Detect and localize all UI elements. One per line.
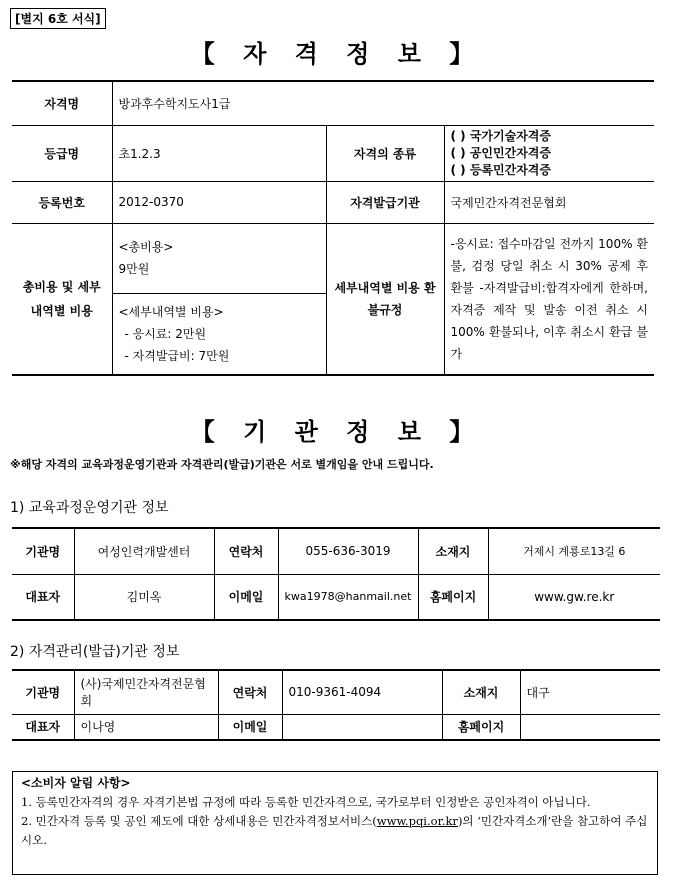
grade-value: 초1.2.3 bbox=[112, 125, 326, 181]
mgmt-contact-value: 010-9361-4094 bbox=[282, 670, 442, 714]
edu-email-value: kwa1978@hanmail.net bbox=[278, 574, 418, 620]
mgmt-contact-label: 연락처 bbox=[218, 670, 282, 714]
grade-label: 등급명 bbox=[12, 125, 112, 181]
mgmt-rep-value: 이나영 bbox=[74, 714, 218, 740]
edu-homepage-value: www.gw.re.kr bbox=[488, 574, 660, 620]
form-label: [별지 6호 서식] bbox=[10, 8, 106, 29]
reg-value: 2012-0370 bbox=[112, 181, 326, 223]
mgmt-location-label: 소재지 bbox=[442, 670, 520, 714]
edu-rep-label: 대표자 bbox=[12, 574, 74, 620]
total-cost-title: <총비용> bbox=[118, 240, 174, 254]
edu-org-table bbox=[12, 527, 660, 621]
consumer-notice-item-1: 1. 등록민간자격의 경우 자격기본법 규정에 따라 등록한 민간자격으로, 국가로부터 인정받은 공인자격이 아닙니다. bbox=[21, 795, 591, 809]
consumer-notice-item-2 bbox=[21, 812, 649, 850]
qualification-table bbox=[12, 80, 654, 376]
edu-contact-label: 연락처 bbox=[214, 528, 278, 574]
edu-location-label: 소재지 bbox=[418, 528, 488, 574]
type-option-registered: ( ) 등록민간자격증 bbox=[450, 162, 551, 177]
mgmt-location-value: 대구 bbox=[520, 670, 660, 714]
total-cost-cell bbox=[112, 223, 326, 293]
consumer-notice-title: <소비자 알림 사항> bbox=[21, 776, 131, 790]
mgmt-homepage-value bbox=[520, 714, 660, 740]
organization-section-title: 【 기 관 정 보 】 bbox=[190, 418, 484, 446]
issuer-value: 국제민간자격전문협회 bbox=[444, 181, 654, 223]
mgmt-heading: 2) 자격관리(발급)기관 정보 bbox=[10, 644, 180, 660]
detail-cost-item: - 자격발급비: 7만원 bbox=[124, 348, 230, 363]
name-value: 방과후수학지도사1급 bbox=[112, 81, 654, 125]
edu-contact-value: 055-636-3019 bbox=[278, 528, 418, 574]
detail-cost-item: - 응시료: 2만원 bbox=[124, 326, 207, 341]
consumer-notice-item-2-prefix: 2. 민간자격 등록 및 공인 제도에 대한 상세내용은 민간자격정보서비스( bbox=[21, 814, 377, 828]
edu-org-label: 기관명 bbox=[12, 528, 74, 574]
edu-rep-value: 김미옥 bbox=[74, 574, 214, 620]
edu-heading: 1) 교육과정운영기관 정보 bbox=[10, 500, 169, 516]
detail-cost-title: <세부내역별 비용> bbox=[118, 304, 224, 319]
notice-text: ※해당 자격의 교육과정운영기관과 자격관리(발급)기관은 서로 별개임을 안내 드립니다. bbox=[10, 458, 434, 471]
reg-label: 등록번호 bbox=[12, 181, 112, 223]
type-label: 자격의 종류 bbox=[326, 125, 444, 181]
edu-email-label: 이메일 bbox=[214, 574, 278, 620]
refund-label: 세부내역별 비용 환불규정 bbox=[326, 223, 444, 375]
detail-cost-cell bbox=[112, 293, 326, 375]
type-options bbox=[444, 125, 654, 181]
pqi-link[interactable]: www.pqi.or.kr bbox=[376, 814, 458, 828]
name-label: 자격명 bbox=[12, 81, 112, 125]
type-option-national: ( ) 국가기술자격증 bbox=[450, 128, 551, 143]
total-cost-value: 9만원 bbox=[118, 262, 150, 276]
cost-label: 총비용 및 세부내역별 비용 bbox=[12, 223, 112, 375]
edu-location-value: 거제시 계룡로13길 6 bbox=[488, 528, 660, 574]
mgmt-org-value: (사)국제민간자격전문협회 bbox=[74, 670, 218, 714]
qualification-section-title: 【 자 격 정 보 】 bbox=[190, 40, 484, 68]
refund-text: -응시료: 접수마감일 전까지 100% 환불, 검정 당일 취소 시 30% 공제 후 환불 -자격발급비:합격자에게 한하며, 자격증 제작 및 발송 이전 취소 시 100% 환불되나, 이후 취소시 환급 불가 bbox=[444, 223, 654, 375]
mgmt-email-label: 이메일 bbox=[218, 714, 282, 740]
mgmt-org-label: 기관명 bbox=[12, 670, 74, 714]
mgmt-email-value bbox=[282, 714, 442, 740]
mgmt-homepage-label: 홈페이지 bbox=[442, 714, 520, 740]
consumer-notice-item-2-suffix: )의 ‘민간자격소개’란을 참고하여 주십시오. bbox=[21, 814, 648, 847]
issuer-label: 자격발급기관 bbox=[326, 181, 444, 223]
type-option-certified: ( ) 공인민간자격증 bbox=[450, 145, 551, 160]
mgmt-org-table bbox=[12, 669, 660, 741]
edu-org-value: 여성인력개발센터 bbox=[74, 528, 214, 574]
edu-homepage-label: 홈페이지 bbox=[418, 574, 488, 620]
mgmt-rep-label: 대표자 bbox=[12, 714, 74, 740]
consumer-notice-box bbox=[12, 771, 658, 875]
